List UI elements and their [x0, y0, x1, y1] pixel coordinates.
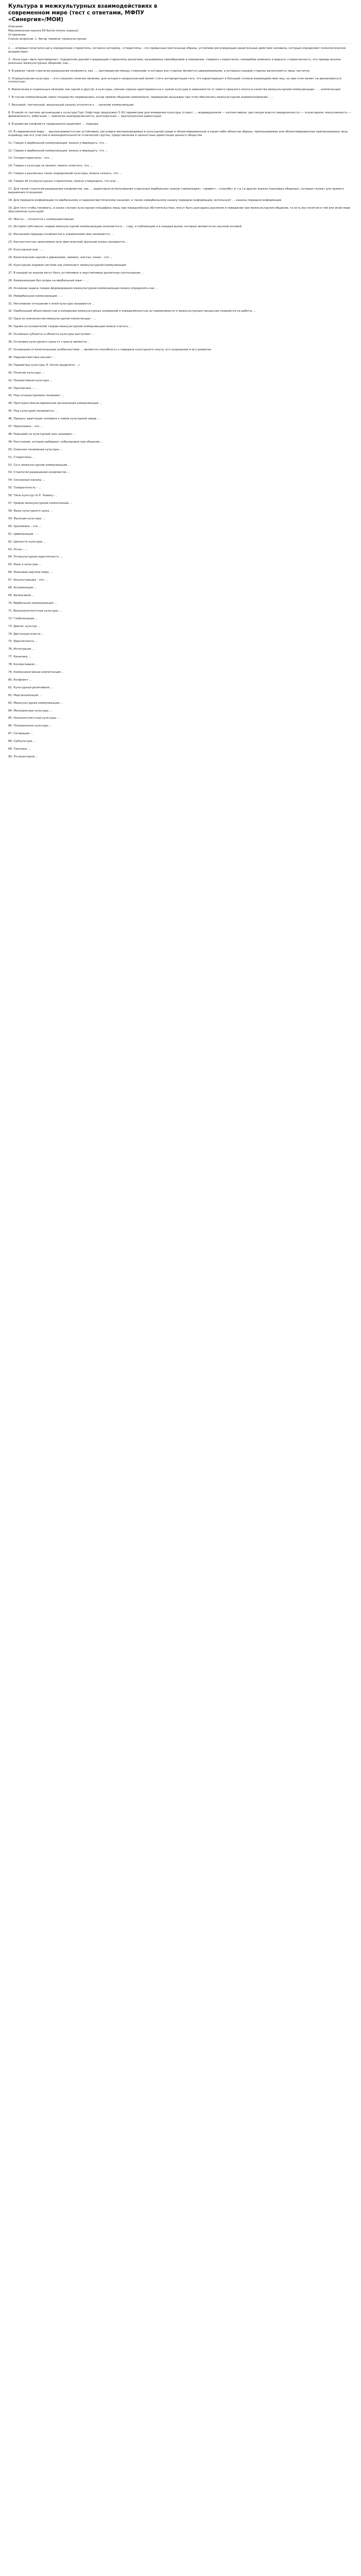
question-text: 37. Основными отличительными особенностями … являются способность к передаче культурного опыта, его сохранения и его развития: [8, 348, 211, 351]
question-item: [8, 755, 353, 759]
question-item: [8, 356, 353, 360]
meta-line: Список вопросов: 1. Автор термина «межкультурное: [8, 38, 87, 41]
question-text: 2. … впервые попытался дать определение стереотипа, согласно которому, «стереотипы – это привычные ментальные образы, устойчиво регулирующие решительные действия человека, которые определяют психологическое воздействие»: [8, 47, 346, 54]
document-page: [0, 0, 361, 773]
question-item: [8, 88, 353, 92]
question-item: [8, 387, 353, 391]
question-item: [8, 58, 353, 65]
question-item: [8, 256, 353, 260]
question-text: 48. Реакцией на культурный шок называют …: [8, 432, 76, 436]
question-item: [8, 180, 353, 183]
question-text: 8. В какой-то тактике организации к культуре Герт Хофстеде предложил 5 (6) параметров для измерения культуры (стран) …: индивидуализм — коллективизм, дистанция власти (иерархичность) — эгалитаризм, маскулинность — фемининность, избегание — принятие неопределенности, долгосрочная — краткосрочная ориентация: [8, 111, 351, 118]
question-text: 39. Параметры культуры Э. Холла (выделите …): [8, 363, 80, 367]
question-item: [8, 517, 353, 521]
question-text: 14. Говоря о культуре (в связке), можно отметить, что …: [8, 164, 93, 168]
question-item: [8, 207, 353, 214]
question-text: 76. Интеграция …: [8, 648, 35, 651]
question-item: [8, 571, 353, 574]
question-item: [8, 96, 353, 99]
question-item: [8, 648, 353, 651]
question-item: [8, 371, 353, 375]
question-text: 57. Уровни межкультурной компетенции …: [8, 502, 73, 505]
question-item: [8, 625, 353, 629]
question-text: 63. Этнос – …: [8, 548, 28, 551]
question-text: 90. Этноцентризм …: [8, 755, 39, 758]
question-text: 87. Сепарация …: [8, 732, 33, 736]
question-text: 23. Контактностью проксемики (или фактической) функции языка называется …: [8, 241, 129, 244]
question-item: [8, 157, 353, 160]
question-item: [8, 464, 353, 467]
question-text: 19. Для того чтобы понимать, в каких случаях культурная специфика лишь при определённых обстоятельствах, могут быть разгаданы различия в поведении при межкультурном общении, то есть все понятия в той или иной мере обусловлены культурой: [8, 206, 351, 213]
question-text: 3. «Культура» явно противоречит, подкрепляя данной страдающей стереотипы различиях, вызываемых своеобразием в поведении, говорить стереотипно, наперебои изменить и вернуть стереотипность, это пример вполне реальных межкультурных общений, как…: [8, 58, 341, 65]
question-text: 64. Этнокультурная идентичность …: [8, 555, 63, 559]
question-text: 33. Одна из компонентов межкультурной компетенции – …: [8, 317, 96, 321]
question-item: [8, 525, 353, 529]
question-text: 42. Прагматика – …: [8, 386, 37, 390]
question-text: 80. Конфликт …: [8, 678, 32, 682]
question-text: 53. Стратегия разрешения конфликтов …: [8, 471, 70, 474]
question-item: [8, 77, 353, 84]
question-text: 44. Пространственно-временная организация коммуникации …: [8, 402, 102, 405]
question-text: 24. Культурный шок – …: [8, 248, 44, 252]
question-text: 73. Диалог культур …: [8, 624, 41, 628]
question-text: 43. Под этноцентризмом понимают …: [8, 394, 64, 398]
question-item: [8, 279, 353, 283]
question-item: [8, 364, 353, 367]
question-item: [8, 425, 353, 429]
question-item: [8, 218, 353, 222]
question-item: [8, 686, 353, 690]
question-text: 6. Вовлечение в социальных явлений, как одной и другой, в культуры, умение хорошо адаптироваться к чужой культуре в зависимости от своего прошлого опыта и качества межкультурной коммуникации – … компетенция: [8, 88, 340, 92]
question-text: 61. Цивилизация – …: [8, 532, 39, 536]
question-text: 51. Стереотипы …: [8, 455, 36, 459]
question-item: [8, 724, 353, 728]
question-text: 88. Субкультура …: [8, 740, 36, 743]
question-item: [8, 471, 353, 474]
question-item: [8, 717, 353, 720]
question-item: [8, 341, 353, 344]
question-text: 27. В каждой из языков могут быть устойчивые и неустойчивые различные соотношения …: [8, 271, 144, 275]
question-item: [8, 348, 353, 352]
question-text: 35. Основные субъекты и объекты культуры выступают …: [8, 333, 95, 336]
question-item: [8, 510, 353, 513]
question-text: 82. Маргинализация …: [8, 693, 42, 697]
question-text: 65. Язык и культура …: [8, 563, 42, 567]
question-item: [8, 264, 353, 267]
question-text: 16. Говоря об этнокультурных стереотипах, можно утверждать, что они …: [8, 180, 119, 183]
question-item: [8, 70, 353, 73]
question-item: [8, 272, 353, 275]
question-item: [8, 694, 353, 698]
question-text: 68. Ассимиляция …: [8, 586, 37, 590]
question-text: 59. Функции культуры …: [8, 517, 45, 520]
question-item: [8, 402, 353, 405]
question-item: [8, 655, 353, 659]
question-text: 58. Фазы культурного шока …: [8, 510, 53, 513]
question-text: 20. Жесты … относятся к коммуникативным: [8, 217, 74, 221]
question-item: [8, 579, 353, 582]
question-item: [8, 47, 353, 54]
question-item: [8, 502, 353, 505]
question-item: [8, 310, 353, 313]
question-item: [8, 671, 353, 674]
question-item: [8, 225, 353, 229]
question-item: [8, 586, 353, 590]
question-text: 83. Межкультурная коммуникация …: [8, 701, 63, 705]
question-text: 34. Одним из основателей теории межкультурной коммуникации можно считать …: [8, 325, 132, 329]
question-text: 78. Коллективизм …: [8, 663, 39, 667]
question-text: 69. Билингвизм …: [8, 594, 35, 597]
question-text: 18. Для передачи информации по вербальному и паралингвистическому каналам, а также невербальному каналу передачи информации, используют … каналы передачи информации: [8, 198, 282, 202]
document-meta: [8, 25, 353, 41]
question-item: [8, 663, 353, 667]
question-text: 32. Наибольшей объективностью в измерении межкультурных измерений и определённостью их применимости к межкультурным процессам опираются на работы …: [8, 310, 256, 313]
question-text: 25. Кинетической наукой о движениях, мимике, жестах, позах – это …: [8, 256, 113, 260]
question-text: 9. В развитии конфликта традиционно выделяют … периода: [8, 122, 98, 126]
question-item: [8, 410, 353, 413]
question-item: [8, 164, 353, 168]
question-item: [8, 333, 353, 336]
question-item: [8, 748, 353, 751]
question-text: 55. Толерантность – …: [8, 486, 42, 490]
question-item: [8, 233, 353, 236]
question-item: [8, 732, 353, 736]
question-text: 36. Отличием культурного шока от стресса является…: [8, 341, 90, 344]
question-text: 38. Паралингвистика изучает …: [8, 355, 56, 359]
question-list: [8, 47, 353, 759]
question-text: 60. Хронемика – это …: [8, 524, 42, 528]
question-text: 21. Истории собственно теории межкультурной коммуникации начинается в … году, в публикации и в каждый вызов, которые являются ее научной основой: [8, 225, 242, 229]
question-text: 86. Полихронные культуры …: [8, 724, 53, 728]
question-text: 41. Полиактивная культура …: [8, 379, 53, 382]
question-text: 71. Высококонтекстные культуры …: [8, 609, 62, 613]
question-item: [8, 172, 353, 176]
question-item: [8, 302, 353, 306]
question-text: 84. Монохронные культуры …: [8, 709, 53, 713]
question-text: 54. Сенсорные каналы …: [8, 479, 45, 482]
question-text: 10. В современном мире … рассматриваются как устойчивые, регулярно воспроизводимые в культурной среде и объективированные в каких-либо объектах образы, приписываемые или объективированные приписываемые лицу индивиду как его участию в жизнедеятельности этнической группы, представления и ценностные ориентации данного общества: [8, 130, 348, 137]
question-item: [8, 104, 353, 107]
question-text: 77. Кинесика …: [8, 655, 31, 659]
question-item: [8, 287, 353, 291]
question-text: 75. Идентичность …: [8, 640, 38, 643]
question-text: 28. Коммуникация без опоры на вербальный язык – …: [8, 279, 89, 282]
divider: [8, 43, 353, 44]
question-text: 13. Гетеростереотипы – это …: [8, 157, 53, 160]
question-item: [8, 394, 353, 398]
question-item: [8, 188, 353, 195]
question-item: [8, 617, 353, 621]
question-text: 79. Коммуникативная компетенция …: [8, 671, 64, 674]
question-item: [8, 440, 353, 444]
question-text: 52. Суть межкультурной коммуникации …: [8, 463, 71, 467]
question-text: 74. Дистанция власти …: [8, 632, 44, 636]
question-item: [8, 555, 353, 559]
question-item: [8, 142, 353, 145]
question-text: 45. Под культурой понимается …: [8, 410, 58, 413]
question-text: 5. Отрицательная культура – «это слишком сложное явление, для которого неоднозначной может стать интерпретация того, что характеризует в большей степени взаимодействие лиц, но при этом может не реализоваться полностью»: [8, 77, 341, 84]
question-item: [8, 123, 353, 126]
question-item: [8, 456, 353, 460]
question-item: [8, 533, 353, 536]
question-item: [8, 679, 353, 682]
question-text: 50. Сквозное понимание культуры …: [8, 448, 63, 451]
question-item: [8, 609, 353, 613]
question-item: [8, 563, 353, 567]
meta-line: Максимальная оценка 83 балла (очень хорошо): [8, 29, 79, 33]
question-text: 22. Изучением природы конфликтов и управлением ими занимается …: [8, 233, 113, 236]
question-item: [8, 479, 353, 482]
question-item: [8, 709, 353, 713]
question-item: [8, 602, 353, 605]
question-item: [8, 494, 353, 498]
question-item: [8, 433, 353, 436]
question-text: 89. Такесика …: [8, 748, 31, 751]
question-text: 40. Понятие культуры …: [8, 371, 45, 375]
question-text: 49. Расстояние, которое выбирают собеседники при общении …: [8, 440, 104, 444]
question-item: [8, 379, 353, 383]
question-text: 81. Культурный релятивизм …: [8, 686, 54, 689]
meta-line: Описание: [8, 25, 23, 29]
question-item: [8, 199, 353, 202]
question-item: [8, 417, 353, 421]
question-text: 12. Говоря о вербальной коммуникации, можно утверждать, что …: [8, 149, 108, 152]
question-text: 30. Невербальная коммуникация – …: [8, 294, 63, 298]
question-text: 72. Глобализация …: [8, 617, 38, 620]
question-item: [8, 325, 353, 329]
question-item: [8, 540, 353, 544]
question-item: [8, 248, 353, 252]
meta-line: Оглавление: [8, 33, 26, 37]
question-text: 70. Вербальная коммуникация …: [8, 601, 57, 605]
question-text: 56. Типы культур по Р. Льюису …: [8, 494, 57, 498]
question-item: [8, 702, 353, 705]
question-item: [8, 594, 353, 598]
question-item: [8, 317, 353, 321]
question-text: 85. Низкоконтекстные культуры …: [8, 717, 60, 720]
question-item: [8, 149, 353, 153]
question-text: 4. В рамках такой стратегии разрешения конфликта, как …, противоречия между сторонами, в которых все стороны являются сдерживаемыми, а интересы каждой стороны выполняются лишь частично: [8, 69, 310, 73]
question-item: [8, 633, 353, 636]
question-text: 46. Процесс адаптации человека к новой культурной среде …: [8, 417, 100, 421]
question-text: 11. Говоря о вербальной коммуникации, можно утверждать, что …: [8, 141, 108, 145]
question-item: [8, 241, 353, 244]
question-item: [8, 295, 353, 298]
question-text: 67. Аккультурация – это …: [8, 579, 48, 582]
question-text: 66. Языковая картина мира …: [8, 571, 53, 574]
question-item: [8, 640, 353, 643]
question-text: 31. Негативное отношение к иной культуре называется …: [8, 302, 95, 306]
question-text: 62. Ценности культуры …: [8, 540, 46, 544]
question-item: [8, 111, 353, 118]
question-text: 7. В случае коммуникации через посредство переводчика, когда прямое общение невозможно, переводчик вынужден при этом обеспечить межкультурное взаимопонимание – …: [8, 96, 274, 99]
question-text: 7. Вкусовой, тактильный, визуальный каналы относятся к … каналам коммуникации: [8, 104, 134, 107]
question-text: 15. Говоря о различных типах определений культуры, можно сказать, что …: [8, 172, 122, 176]
question-item: [8, 448, 353, 452]
question-item: [8, 486, 353, 490]
question-text: 17. Для такой стратегии разрешения конфликтов, как … характерна использования отдельных вербальных знаков («википедия», «привет», «спасибо» и т.д.) в других языках (языковых общинах), которые служат для прямого выражения отношения: [8, 188, 345, 194]
document-title: Культура в межкультурных взаимодействиях в современном мире (тест с ответами, МФПУ «Синергия»/МОИ): [8, 3, 158, 23]
question-item: [8, 740, 353, 743]
question-item: [8, 548, 353, 552]
question-text: 29. Основная задача теории формирования межкультурной коммуникации можно определить как …: [8, 286, 158, 290]
question-text: 26. Культурная кодовая система как компонент межкультурной коммуникации: [8, 264, 126, 267]
question-text: 47. Проксемика – это …: [8, 425, 43, 429]
question-item: [8, 130, 353, 138]
